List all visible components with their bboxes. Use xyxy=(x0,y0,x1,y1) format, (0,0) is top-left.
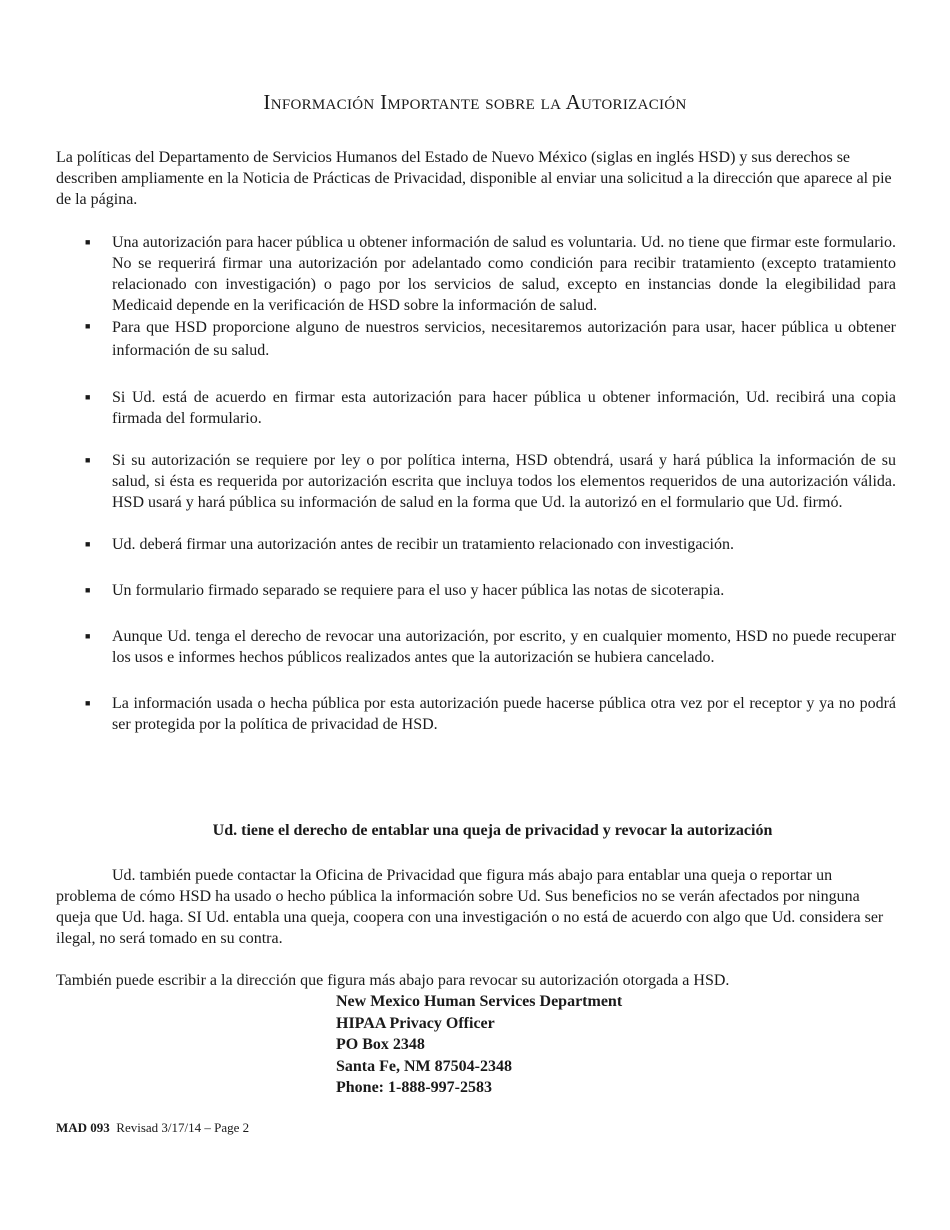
list-item xyxy=(56,626,896,668)
address-city: Santa Fe, NM 87504-2348 xyxy=(336,1057,512,1075)
list-item xyxy=(56,534,896,555)
page-footer xyxy=(56,1120,249,1136)
mailing-address xyxy=(336,991,622,1099)
list-item xyxy=(56,232,896,316)
bullet-square-icon: ■ xyxy=(85,539,91,549)
bullet-square-icon: ■ xyxy=(85,321,91,331)
bullet-square-icon: ■ xyxy=(85,455,91,465)
page-title: Información Importante sobre la Autorización xyxy=(263,90,687,114)
bullet-square-icon: ■ xyxy=(85,631,91,641)
bullet-text: Un formulario firmado separado se requiere para el uso y hacer pública las notas de sicoterapia. xyxy=(112,582,725,599)
bullet-square-icon: ■ xyxy=(85,698,91,708)
bullet-text: Para que HSD proporcione alguno de nuestros servicios, necesitaremos autorización para usar, hacer pública u obtener información de su salud. xyxy=(112,319,896,359)
bullet-text: Ud. deberá firmar una autorización antes de recibir un tratamiento relacionado con investigación. xyxy=(112,536,734,553)
address-office: HIPAA Privacy Officer xyxy=(336,1014,495,1032)
address-organization: New Mexico Human Services Department xyxy=(336,993,623,1010)
bullet-text: Si Ud. está de acuerdo en firmar esta autorización para hacer pública u obtener información, Ud. recibirá una copia firmada del formulario. xyxy=(112,389,896,427)
section-heading: Ud. tiene el derecho de entablar una queja de privacidad y revocar la autorización xyxy=(212,822,773,839)
bullet-square-icon: ■ xyxy=(85,392,91,402)
address-po-box: PO Box 2348 xyxy=(336,1036,425,1053)
bullet-text: La información usada o hecha pública por esta autorización puede hacerse pública otra vez por el receptor y ya no podrá ser protegida por la política de privacidad de HSD. xyxy=(112,695,896,733)
list-item xyxy=(56,387,896,429)
revoke-paragraph: También puede escribir a la dirección que figura más abajo para revocar su autorización otorgada a HSD. xyxy=(56,972,730,989)
list-item xyxy=(56,450,896,513)
list-item xyxy=(56,316,896,362)
list-item xyxy=(56,693,896,735)
bullet-square-icon: ■ xyxy=(85,237,91,247)
list-item xyxy=(56,580,896,601)
bullet-text: Una autorización para hacer pública u obtener información de salud es voluntaria. Ud. no tiene que firmar este formulario. No se requerirá firmar una autorización por adelantado como condición para recibir tratamiento (excepto tratamiento relacionado con investigación) o pago por los servicios de salud, excepto en instancias donde la elegibilidad para Medicaid depende en la verificación de HSD sobre la información de salud. xyxy=(112,234,896,314)
bullet-list xyxy=(56,232,896,735)
bullet-text: Si su autorización se requiere por ley o por política interna, HSD obtendrá, usará y hará pública la información de su salud, si ésta es requerida por autorización escrita que incluya todos los elementos requeridos de una autorización válida. HSD usará y hará pública su información de salud en la forma que Ud. la autorizó en el formulario que Ud. firmó. xyxy=(112,452,896,511)
bullet-text: Aunque Ud. tenga el derecho de revocar una autorización, por escrito, y en cualquier momento, HSD no puede recuperar los usos e informes hechos públicos realizados antes que la autorización se hubiera cancelado. xyxy=(112,628,896,666)
complaint-paragraph: Ud. también puede contactar la Oficina de Privacidad que figura más abajo para entablar una queja o reportar un problema de cómo HSD ha usado o hecho pública la información sobre Ud. Sus beneficios no se verán afectados por ninguna queja que Ud. haga. SI Ud. entabla una queja, coopera con una investigación o no está de acuerdo con algo que Ud. considera ser ilegal, no será tomado en su contra. xyxy=(56,867,884,947)
address-phone: Phone: 1-888-997-2583 xyxy=(336,1079,492,1096)
revision-info: Revisad 3/17/14 – Page 2 xyxy=(109,1120,250,1135)
intro-paragraph: La políticas del Departamento de Servicios Humanos del Estado de Nuevo México (siglas en inglés HSD) y sus derechos se describen ampliamente en la Noticia de Prácticas de Privacidad, disponible al enviar una solicitud a la dirección que aparece al pie de la página. xyxy=(56,149,892,208)
form-code: MAD 093 xyxy=(56,1120,110,1135)
bullet-square-icon: ■ xyxy=(85,585,91,595)
